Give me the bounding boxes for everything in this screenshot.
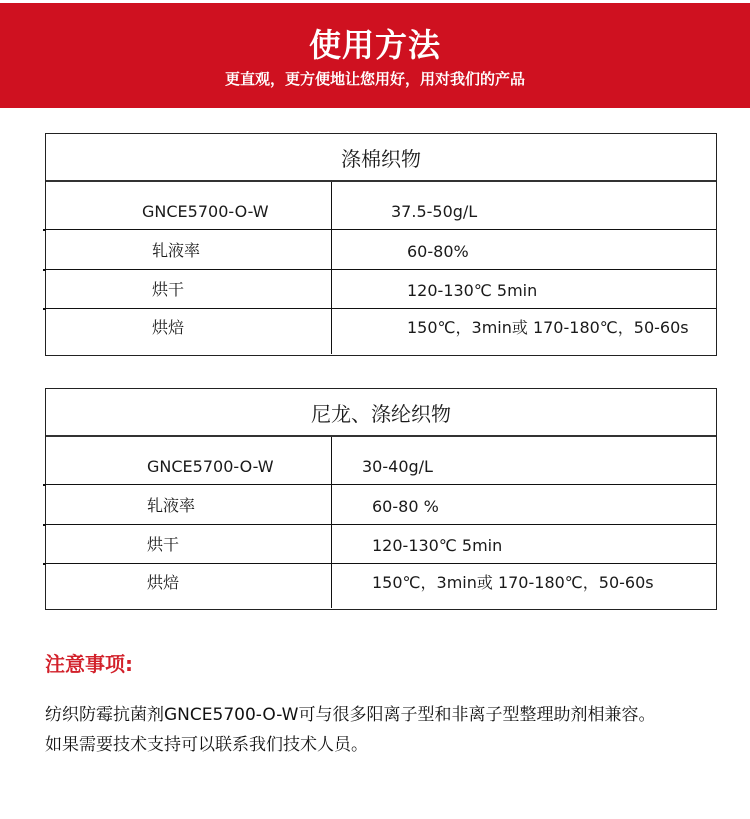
row-value: 60-80 % (372, 497, 439, 516)
row-label: 轧液率 (46, 230, 332, 269)
table-row (46, 525, 716, 564)
row-label: 轧液率 (46, 485, 332, 524)
table-heading: 尼龙、涤纶织物 (46, 389, 716, 437)
row-value: 120-130℃ 5min (407, 281, 538, 300)
page-title: 使用方法 (308, 26, 441, 64)
table-row (46, 309, 716, 354)
note-line: 纺织防霉抗菌剂GNCE5700-O-W可与很多阳离子型和非离子型整理助剂相兼容。 (45, 705, 656, 725)
note-line: 如果需要技术支持可以联系我们技术人员。 (45, 735, 368, 755)
row-value: 120-130℃ 5min (372, 536, 503, 555)
table-row (46, 230, 716, 270)
row-value: 60-80% (407, 242, 469, 261)
table-row (46, 564, 716, 608)
table-row (46, 270, 716, 309)
row-label: 烘干 (46, 270, 332, 308)
table-row (46, 182, 716, 230)
header-banner (0, 3, 750, 108)
row-value: 150℃，3min或 170-180℃，50-60s (372, 573, 654, 592)
notes-heading: 注意事项: (45, 652, 133, 676)
row-label: 烘焙 (46, 309, 332, 354)
usage-table-nylon-polyester (45, 388, 717, 610)
row-value: 30-40g/L (362, 457, 433, 476)
notes-body (45, 700, 715, 760)
table-row (46, 437, 716, 485)
row-value: 150℃，3min或 170-180℃，50-60s (407, 318, 689, 337)
row-value: 37.5-50g/L (391, 202, 478, 221)
table-heading: 涤棉织物 (46, 134, 716, 182)
row-label: 烘焙 (46, 564, 332, 608)
usage-table-polyester-cotton (45, 133, 717, 356)
page-subtitle: 更直观，更方便地让您用好，用对我们的产品 (224, 70, 525, 88)
row-label: 烘干 (46, 525, 332, 563)
row-label: GNCE5700-O-W (46, 437, 332, 484)
table-row (46, 485, 716, 525)
row-label: GNCE5700-O-W (46, 182, 332, 229)
